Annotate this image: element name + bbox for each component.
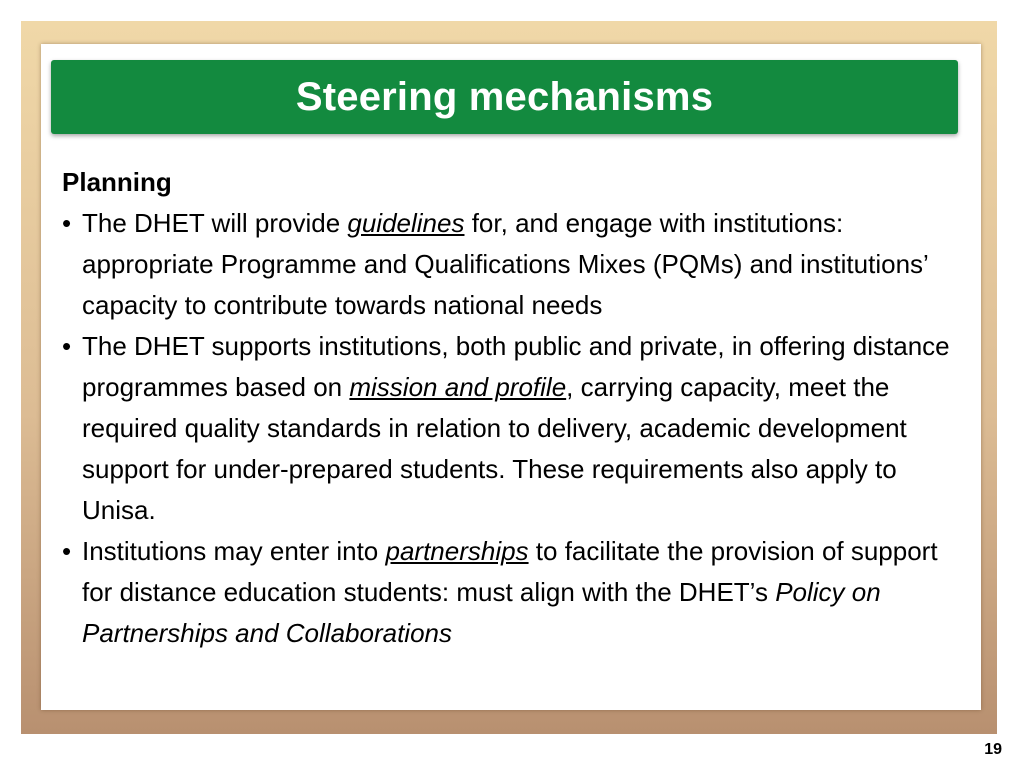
emphasis-mission-and-profile: mission and profile xyxy=(349,372,567,402)
slide-body xyxy=(62,162,972,654)
bullet-text-after: , carrying capacity, meet the required quality standards in relation to delivery, academic development support for under-prepared students. These requirements also apply to Unisa. xyxy=(82,372,907,525)
slide-title: Steering mechanisms xyxy=(295,74,714,119)
bullet-list xyxy=(62,203,972,654)
page-number: 19 xyxy=(984,741,1002,758)
bullet-text-after: for, and engage with institutions: appropriate Programme and Qualifications Mixes (PQMs) and institutions’ capacity to contribute towards national needs xyxy=(82,208,928,320)
bullet-text-before: The DHET will provide xyxy=(82,208,348,238)
emphasis-partnerships: partnerships xyxy=(385,536,529,566)
bullet-text-before: The DHET supports institutions, both public and private, in offering distance programmes based on xyxy=(82,331,950,402)
title-bar xyxy=(51,60,958,134)
policy-title: Policy on Partnerships and Collaborations xyxy=(82,577,881,648)
bullet-text-before: Institutions may enter into xyxy=(82,536,386,566)
emphasis-guidelines: guidelines xyxy=(347,208,465,238)
section-heading: Planning xyxy=(62,167,172,197)
bullet-item-partnerships xyxy=(62,531,972,654)
bullet-item-mission-profile xyxy=(62,326,972,531)
bullet-text-after: to facilitate the provision of support for distance education students: must align with the DHET’s xyxy=(82,536,938,607)
bullet-item-guidelines xyxy=(62,203,972,326)
